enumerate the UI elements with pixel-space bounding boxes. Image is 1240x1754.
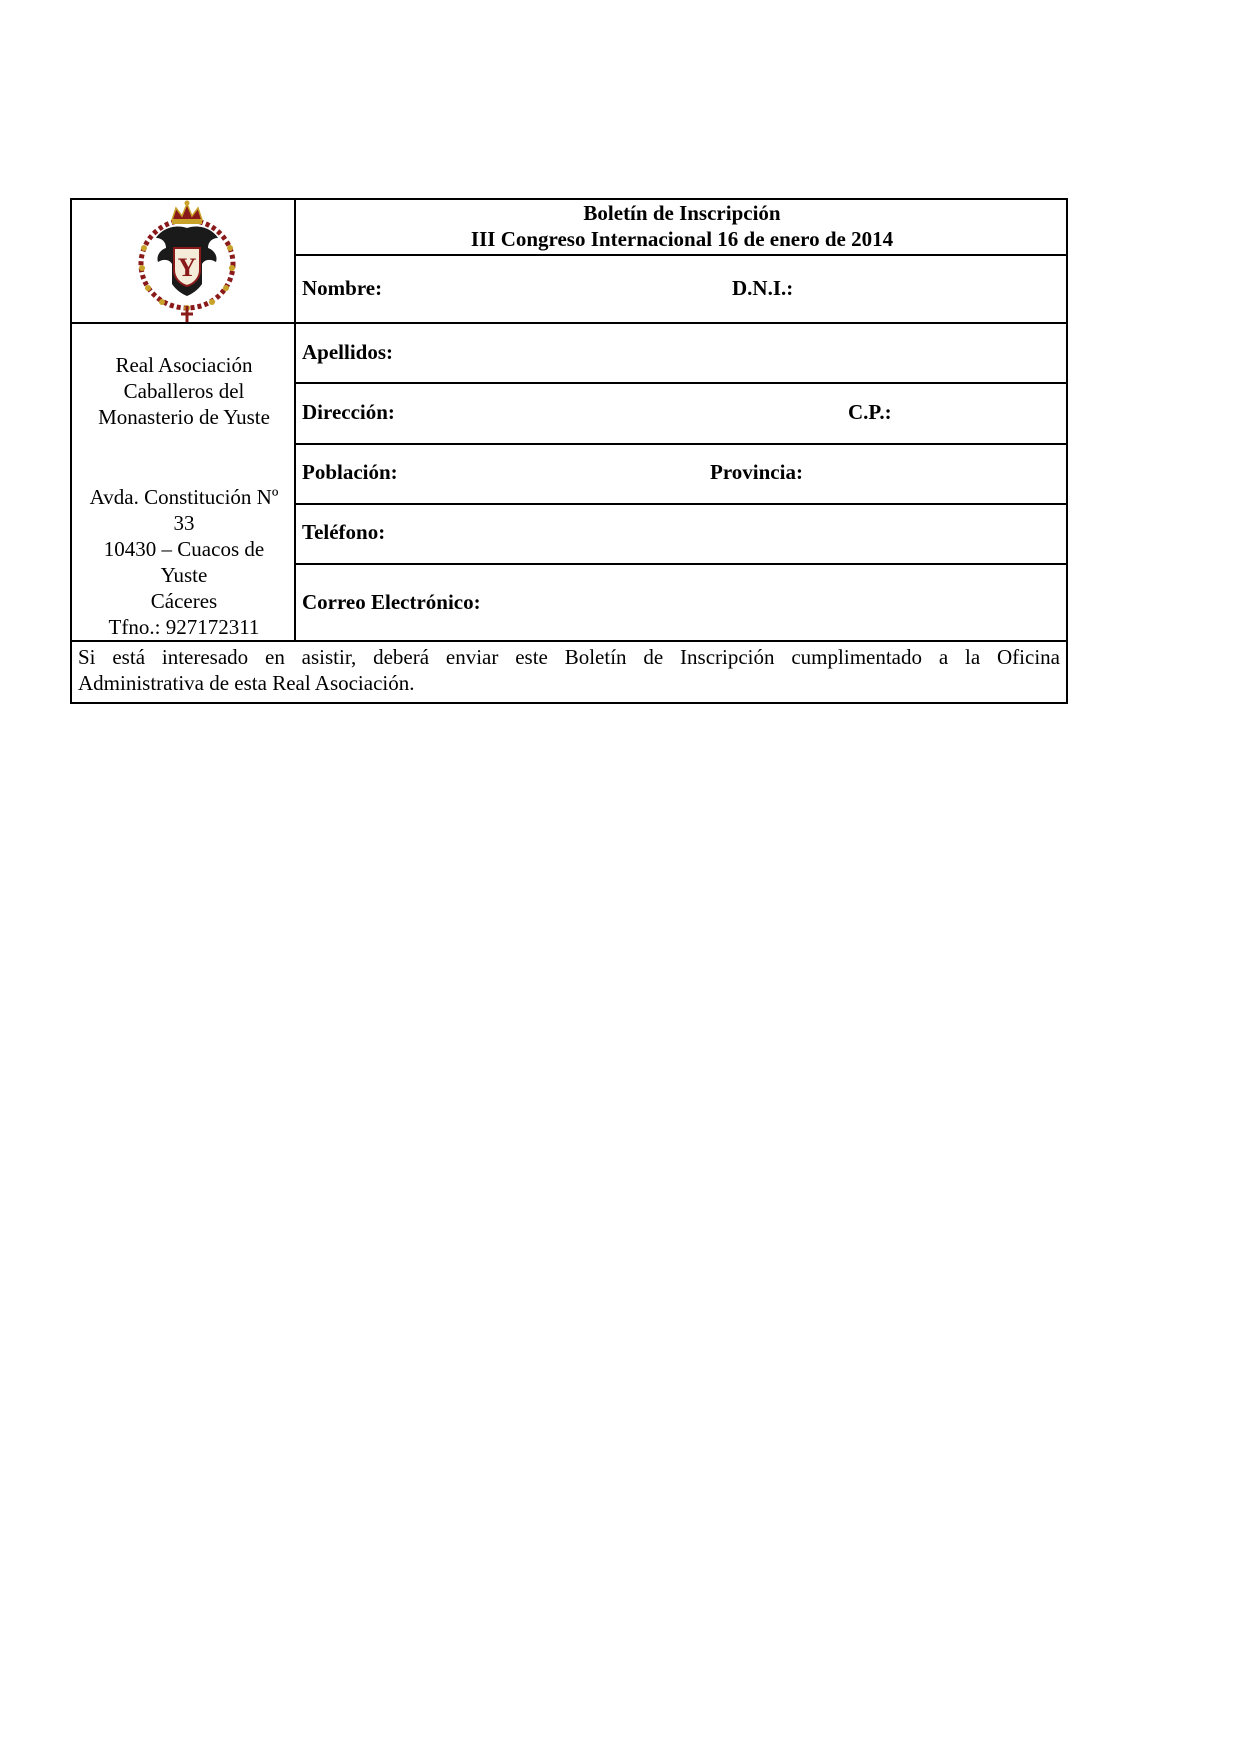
row-divider-telefono [294,563,1068,565]
address-line: Cáceres [150,589,218,613]
registration-form [70,198,1068,704]
organization-name [72,352,296,430]
address-line: Avda. Constitución Nº [89,485,279,509]
form-title: Boletín de Inscripción [583,201,781,225]
footer-instructions-line: Administrativa de esta Real Asociación. [78,671,415,695]
address-line: 10430 – Cuacos de [103,537,265,561]
congress-subtitle: III Congreso Internacional 16 de enero de 2014 [470,227,894,251]
address-line: 33 [173,511,195,535]
row-divider-poblacion [294,503,1068,505]
organization-name-line: Monasterio de Yuste [98,405,270,429]
coat-of-arms-logo [132,198,242,324]
footer-instructions-line: Si está interesado en asistir, deberá enviar este Boletín de Inscripción cumplimentado a la Oficina [78,645,1060,669]
crest-letter: Y [177,253,197,282]
footer-instructions [78,644,1060,696]
cp-label: C.P.: [848,400,892,424]
row-divider-apellidos [294,382,1068,384]
form-border-bottom [70,702,1068,704]
organization-address [72,484,296,640]
organization-name-line: Caballeros del [123,379,245,403]
form-border-right [1066,198,1068,704]
telefono-label: Teléfono: [302,520,386,544]
dni-label: D.N.I.: [732,276,794,300]
row-divider-title [294,254,1068,256]
direccion-label: Dirección: [302,400,395,424]
address-line: Yuste [160,563,208,587]
row-divider-direccion [294,443,1068,445]
nombre-label: Nombre: [302,276,383,300]
row-divider-footer [70,640,1068,642]
poblacion-label: Población: [302,460,398,484]
phone-line: Tfno.: 927172311 [108,615,260,639]
apellidos-label: Apellidos: [302,340,394,364]
organization-name-line: Real Asociación [115,353,253,377]
provincia-label: Provincia: [710,460,803,484]
correo-label: Correo Electrónico: [302,590,481,614]
